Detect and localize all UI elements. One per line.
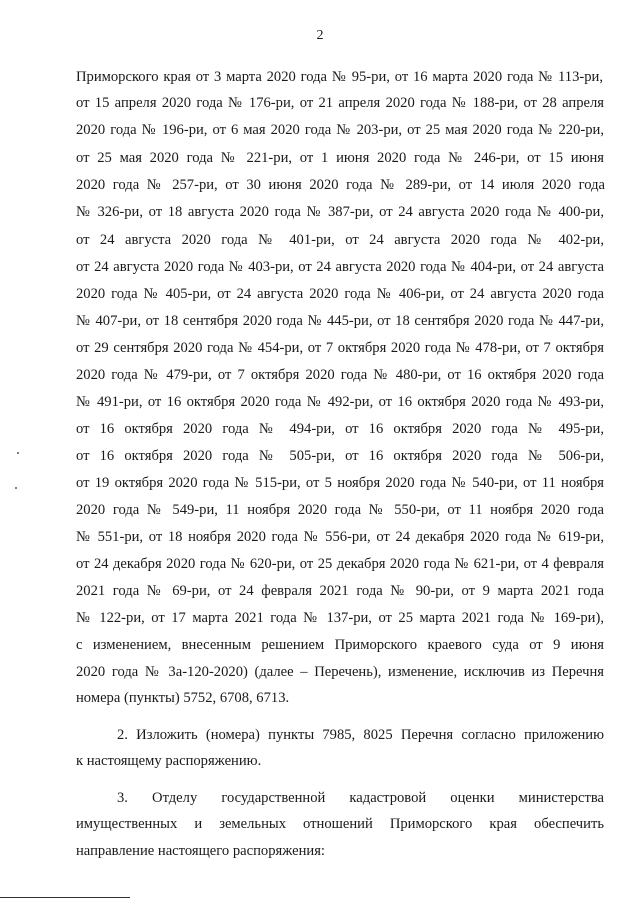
text-line: от 29 сентября 2020 года № 454-ри, от 7 октября 2020 года № 478-ри, от 7 октября [76, 340, 604, 356]
text-line: 2021 года № 69-ри, от 24 февраля 2021 года № 90-ри, от 9 марта 2021 года [76, 583, 604, 599]
text-line: № 551-ри, от 18 ноября 2020 года № 556-ри, от 24 декабря 2020 года № 619-ри, [76, 529, 604, 545]
text-line: № 326-ри, от 18 августа 2020 года № 387-ри, от 24 августа 2020 года № 400-ри, [76, 204, 604, 220]
text-line: номера (пункты) 5752, 6708, 6713. [76, 690, 290, 706]
text-line: к настоящему распоряжению. [76, 753, 262, 769]
text-line: 3. Отделу государственной кадастровой оценки министерства [117, 790, 604, 806]
text-line: 2020 года № 3а-120-2020) (далее – Перечень), изменение, исключив из Перечня [76, 664, 604, 680]
text-line: 2020 года № 549-ри, 11 ноября 2020 года № 550-ри, от 11 ноября 2020 года [76, 502, 604, 518]
text-line: № 407-ри, от 18 сентября 2020 года № 445-ри, от 18 сентября 2020 года № 447-ри, [76, 313, 604, 329]
page-number: 2 [316, 28, 324, 43]
text-line: 2020 года № 479-ри, от 7 октября 2020 года № 480-ри, от 16 октября 2020 года [76, 367, 604, 383]
footer-rule [0, 897, 130, 898]
text-line: имущественных и земельных отношений Приморского края обеспечить [76, 816, 604, 832]
text-line: от 19 октября 2020 года № 515-ри, от 5 ноября 2020 года № 540-ри, от 11 ноября [76, 475, 604, 491]
text-line: от 15 апреля 2020 года № 176-ри, от 21 апреля 2020 года № 188-ри, от 28 апреля [76, 95, 604, 111]
text-line: 2020 года № 405-ри, от 24 августа 2020 года № 406-ри, от 24 августа 2020 года [76, 286, 604, 302]
text-line: от 16 октября 2020 года № 494-ри, от 16 октября 2020 года № 495-ри, [76, 421, 604, 437]
text-line: 2. Изложить (номера) пункты 7985, 8025 Перечня согласно приложению [117, 727, 604, 743]
text-line: от 25 мая 2020 года № 221-ри, от 1 июня 2020 года № 246-ри, от 15 июня [76, 150, 604, 166]
text-line: № 122-ри, от 17 марта 2021 года № 137-ри, от 25 марта 2021 года № 169-ри), [76, 610, 604, 626]
text-line: 2020 года № 196-ри, от 6 мая 2020 года № 203-ри, от 25 мая 2020 года № 220-ри, [76, 122, 604, 138]
text-line: направление настоящего распоряжения: [76, 843, 325, 859]
text-line: 2020 года № 257-ри, от 30 июня 2020 года № 289-ри, от 14 июля 2020 года [76, 177, 605, 193]
scan-speck [15, 487, 17, 489]
text-line: с изменением, внесенным решением Приморского краевого суда от 9 июня [76, 637, 604, 653]
text-line: Приморского края от 3 марта 2020 года № 95-ри, от 16 марта 2020 года № 113-ри, [76, 69, 603, 85]
scan-speck [17, 452, 19, 454]
text-line: от 16 октября 2020 года № 505-ри, от 16 октября 2020 года № 506-ри, [76, 448, 604, 464]
text-line: № 491-ри, от 16 октября 2020 года № 492-ри, от 16 октября 2020 года № 493-ри, [76, 394, 604, 410]
text-line: от 24 августа 2020 года № 401-ри, от 24 августа 2020 года № 402-ри, [76, 232, 604, 248]
text-line: от 24 декабря 2020 года № 620-ри, от 25 декабря 2020 года № 621-ри, от 4 февраля [76, 556, 604, 572]
text-line: от 24 августа 2020 года № 403-ри, от 24 августа 2020 года № 404-ри, от 24 августа [76, 259, 604, 275]
